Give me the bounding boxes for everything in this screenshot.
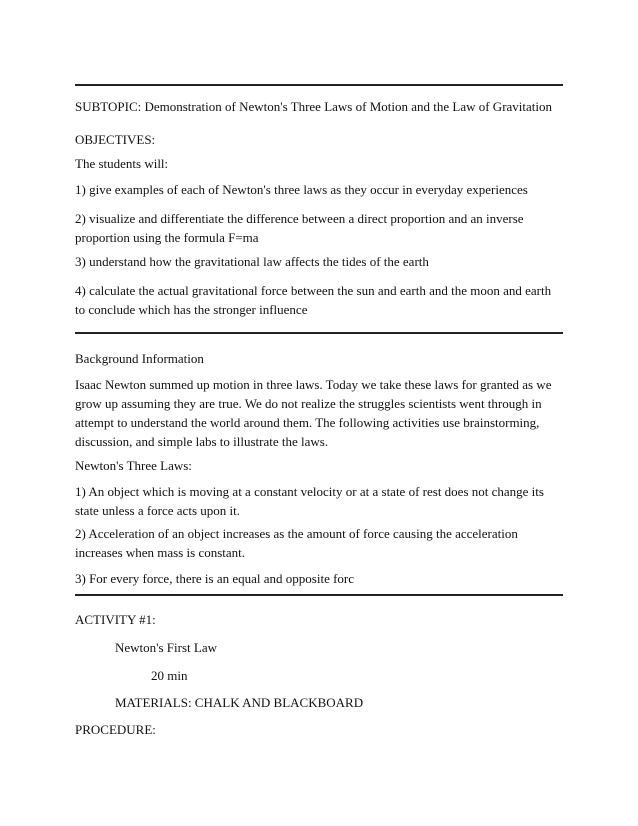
objective-item-4: 4) calculate the actual gravitational force between the sun and earth and the moon and earth to conclude which has the stronger influence: [75, 283, 552, 317]
background-paragraph: Isaac Newton summed up motion in three laws. Today we take these laws for granted as we grow up assuming they are true. We do not realize the struggles scientists went through in attempt to understand the world around them. The following activities use brainstorming, discussion, and simple labs to illustrate the laws.: [75, 377, 552, 449]
activity-heading: ACTIVITY #1:: [75, 612, 156, 627]
law-item-1: 1) An object which is moving at a constant velocity or at a state of rest does not change its state unless a force acts upon it.: [75, 484, 544, 518]
subtopic-line: SUBTOPIC: Demonstration of Newton's Three Laws of Motion and the Law of Gravitation: [75, 99, 553, 114]
horizontal-rule-top: [75, 84, 563, 86]
objectives-heading: OBJECTIVES:: [75, 132, 156, 147]
horizontal-rule-bottom: [75, 594, 563, 596]
objective-item-2: 2) visualize and differentiate the difference between a direct proportion and an inverse proportion using the formula F=ma: [75, 211, 524, 245]
law-item-2: 2) Acceleration of an object increases as the amount of force causing the acceleration increases when mass is constant.: [75, 526, 518, 560]
horizontal-rule-middle: [75, 332, 563, 334]
activity-title: Newton's First Law: [115, 640, 218, 655]
objectives-intro: The students will:: [75, 156, 169, 171]
background-heading: Background Information: [75, 351, 204, 366]
laws-heading: Newton's Three Laws:: [75, 458, 192, 473]
activity-materials: MATERIALS: CHALK AND BLACKBOARD: [115, 695, 364, 710]
law-item-3: 3) For every force, there is an equal and opposite forc: [75, 571, 355, 586]
procedure-heading: PROCEDURE:: [75, 722, 156, 737]
objective-item-1: 1) give examples of each of Newton's three laws as they occur in everyday experiences: [75, 182, 528, 197]
objective-item-3: 3) understand how the gravitational law affects the tides of the earth: [75, 254, 429, 269]
activity-duration: 20 min: [151, 668, 188, 683]
